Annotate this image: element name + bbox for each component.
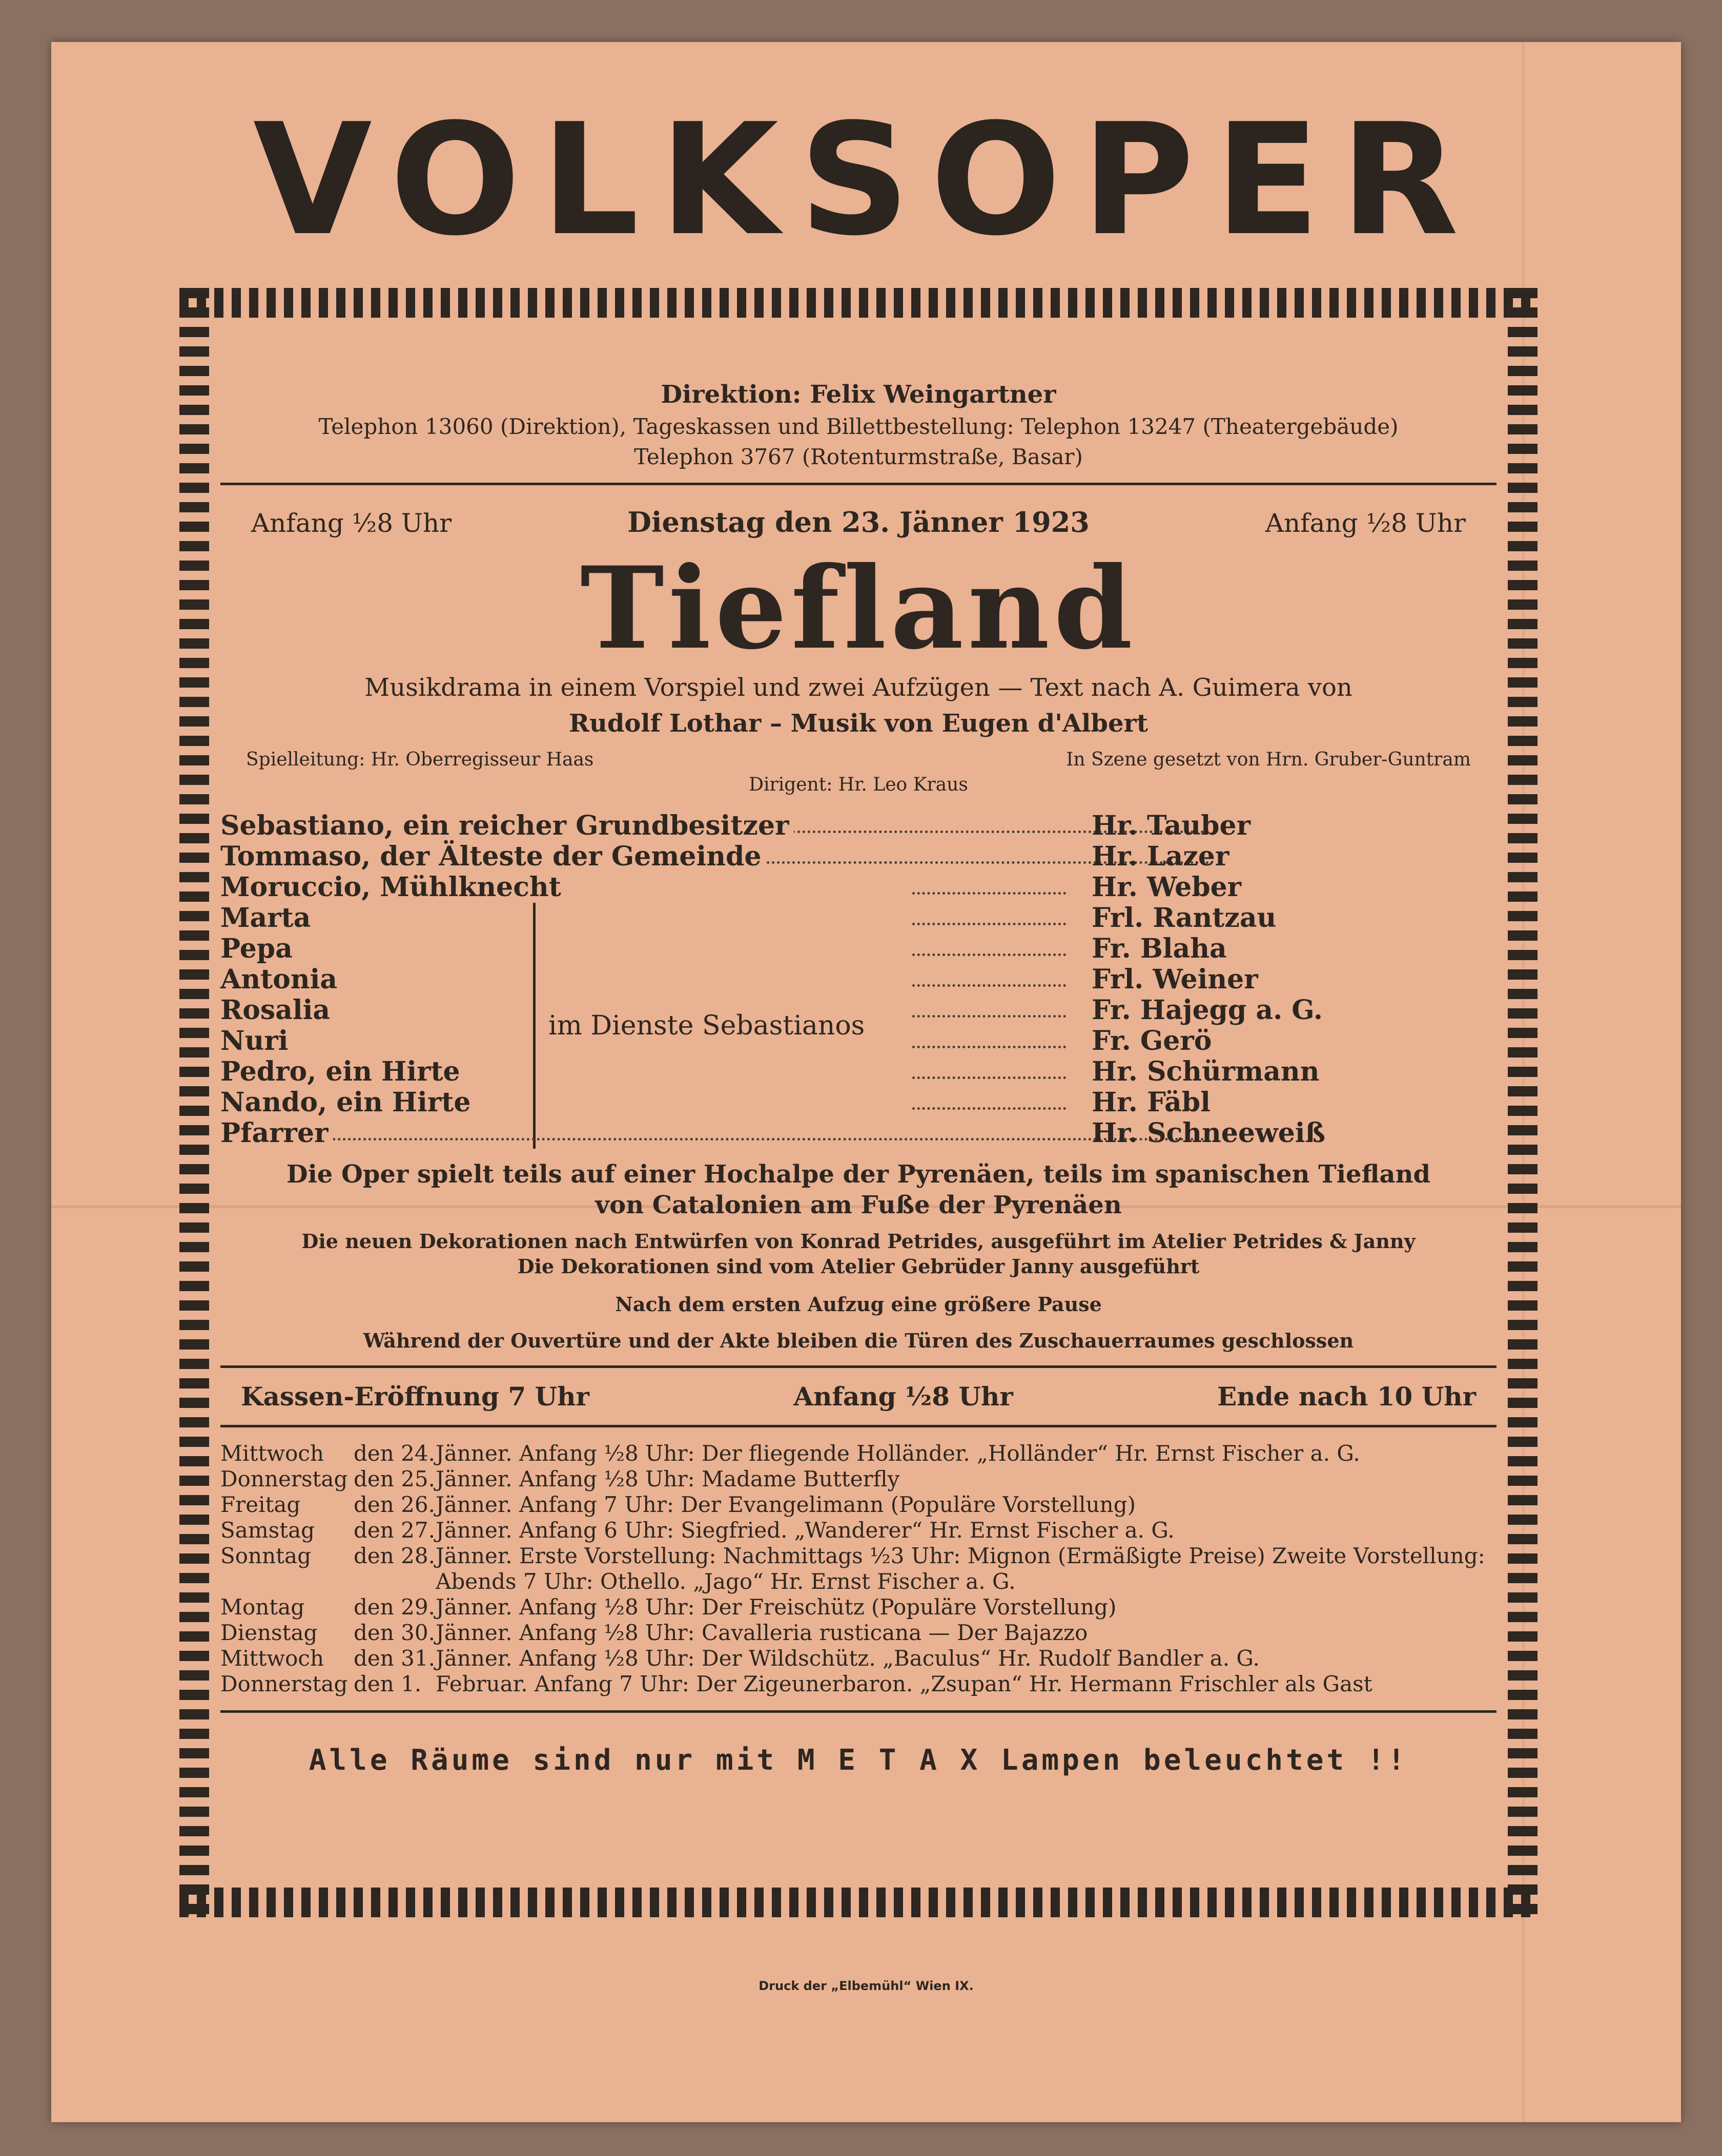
doors-note: Während der Ouvertüre und der Akte bleiben die Türen des Zuschauerraumes geschlossen [363,1329,1354,1352]
schedule-row [220,1518,1496,1543]
direction-line: Direktion: Felix Weingartner [661,380,1056,409]
performance-date-row [220,506,1496,538]
cast-row [220,964,1496,995]
schedule-date: den 26. [354,1491,435,1517]
cast-list [220,811,1496,1149]
start-time-left: Anfang ½8 Uhr [251,508,452,538]
schedule-program: Jänner. Anfang ½8 Uhr: Der Wildschütz. „Baculus“ Hr. Rudolf Bandler a. G. [436,1645,1260,1671]
schedule-program: Jänner. Anfang ½8 Uhr: Der Freischütz (Populäre Vorstellung) [436,1594,1117,1620]
subtitle-line-1: Musikdrama in einem Vorspiel und zwei Aufzügen — Text nach A. Guimera von [364,673,1352,702]
schedule-day: Freitag [220,1491,301,1517]
schedule-program: Jänner. Anfang 7 Uhr: Der Evangelimann (Populäre Vorstellung) [436,1491,1136,1517]
cast-singer: Hr. Weber [1092,872,1242,903]
cast-role: Antonia [220,964,338,995]
schedule-row [220,1466,1496,1492]
decoration-credits [220,1229,1496,1279]
times-row [220,1381,1496,1412]
schedule-program: Februar. Anfang 7 Uhr: Der Zigeunerbaron. „Zsupan“ Hr. Hermann Frischler als Gast [436,1671,1372,1696]
schedule-date: den 28. [354,1543,435,1568]
cast-role: Pfarrer [220,1118,333,1149]
cast-singer: Hr. Schneeweiß [1092,1117,1326,1149]
schedule-program: Jänner. Erste Vorstellung: Nachmittags ½3 Uhr: Mignon (Ermäßigte Preise) Zweite Vorstellung: Abends 7 Uhr: Othello. „Jago“ Hr. Ernst Fischer a. G. [436,1543,1485,1594]
divider [220,1365,1496,1368]
cast-row [220,934,1496,964]
schedule-program: Jänner. Anfang ½8 Uhr: Der fliegende Holländer. „Holländer“ Hr. Ernst Fischer a. G. [436,1440,1360,1466]
leader-dots [912,1087,1066,1110]
schedule-date: den 29. [354,1594,435,1620]
divider [220,1425,1496,1427]
telephone-line-1: Telephon 13060 (Direktion), Tageskassen und Billettbestellung: Telephon 13247 (Theatergebäude) [318,414,1399,439]
cast-singer: Hr. Tauber [1092,810,1251,841]
weekly-schedule [220,1441,1496,1697]
schedule-day: Donnerstag [220,1671,348,1696]
leader-dots [912,872,1066,895]
start-time-right: Anfang ½8 Uhr [1265,508,1466,538]
opera-title: Tiefland [580,542,1137,674]
schedule-row [220,1594,1496,1620]
subtitle-line-2: Rudolf Lothar – Musik von Eugen d'Albert [569,709,1148,738]
schedule-row [220,1441,1496,1466]
staging-credit: In Szene gesetzt von Hrn. Gruber-Guntram [1066,749,1471,770]
cast-row [220,1087,1496,1118]
schedule-row [220,1543,1496,1594]
setting-note [220,1159,1496,1220]
cast-singer: Hr. Schürmann [1092,1056,1320,1087]
decoration-line-1: Die neuen Dekorationen nach Entwürfen von Konrad Petrides, ausgeführt im Atelier Petrides & Janny [301,1230,1416,1253]
cast-row [220,872,1496,903]
stage-direction-credit: Spielleitung: Hr. Oberregisseur Haas [246,749,594,770]
divider [220,1710,1496,1713]
cast-role: Sebastiano, ein reicher Grundbesitzer [220,811,794,841]
schedule-day: Montag [220,1594,305,1620]
schedule-row [220,1646,1496,1671]
cast-row [220,995,1496,1026]
divider [220,483,1496,485]
schedule-row [220,1671,1496,1697]
leader-dots [912,1026,1066,1048]
cast-role: Nando, ein Hirte [220,1087,471,1118]
border-left [179,288,209,1917]
cast-role: Rosalia [220,994,331,1026]
telephone-line-2: Telephon 3767 (Rotenturmstraße, Basar) [634,444,1083,469]
cast-row [220,903,1496,934]
schedule-day: Mittwoch [220,1645,324,1671]
cast-role: Marta [220,902,311,934]
schedule-date: den 30. [354,1620,435,1645]
end-time: Ende nach 10 Uhr [1217,1381,1476,1412]
cast-row [220,1026,1496,1056]
schedule-day: Sonntag [220,1543,311,1568]
border-top [179,288,1537,318]
decoration-line-2: Die Dekorationen sind vom Atelier Gebrüder Janny ausgeführt [517,1255,1200,1278]
cast-role: Tommaso, der Älteste der Gemeinde [220,841,767,872]
schedule-day: Samstag [220,1517,315,1543]
cast-row [220,811,1496,841]
setting-line-2: von Catalonien am Fuße der Pyrenäen [595,1191,1122,1219]
schedule-day: Dienstag [220,1620,318,1645]
border-bottom [179,1888,1537,1917]
performance-date: Dienstag den 23. Jänner 1923 [627,506,1090,538]
start-time: Anfang ½8 Uhr [793,1381,1013,1412]
schedule-date: den 27. [354,1517,435,1543]
box-office-time: Kassen-Eröffnung 7 Uhr [241,1381,589,1412]
leader-dots [912,903,1066,925]
playbill-sheet [51,42,1681,2122]
cast-role: Nuri [220,1025,289,1056]
border-right [1508,288,1537,1917]
conductor-credit: Dirigent: Hr. Leo Kraus [749,774,968,795]
cast-row [220,1056,1496,1087]
cast-singer: Fr. Hajegg a. G. [1092,994,1323,1026]
schedule-date: den 25. [354,1466,435,1491]
cast-singer: Frl. Rantzau [1092,902,1277,934]
cast-singer: Fr. Blaha [1092,933,1227,964]
lamp-notice: Alle Räume sind nur mit M E T A X Lampen beleuchtet !! [309,1743,1408,1777]
leader-dots [220,1118,1210,1141]
schedule-date: den 1. [354,1671,422,1696]
cast-row [220,841,1496,872]
schedule-day: Donnerstag [220,1466,348,1491]
pause-note: Nach dem ersten Aufzug eine größere Pause [615,1292,1102,1316]
cast-singer: Hr. Lazer [1092,841,1229,872]
leader-dots [912,995,1066,1018]
cast-singer: Frl. Weiner [1092,964,1258,995]
playbill-content [220,370,1496,1777]
schedule-date: den 31. [354,1645,435,1671]
masthead: VOLKSOPER [253,91,1480,270]
cast-singer: Fr. Gerö [1092,1025,1212,1056]
cast-brace-label: im Dienste Sebastianos [548,1010,865,1041]
schedule-program: Jänner. Anfang ½8 Uhr: Madame Butterfly [436,1466,900,1491]
leader-dots [912,934,1066,956]
cast-role: Pedro, ein Hirte [220,1056,460,1087]
cast-row [220,1118,1496,1149]
cast-role: Pepa [220,933,293,964]
cast-role: Moruccio, Mühlknecht [220,872,561,903]
cast-singer: Hr. Fäbl [1092,1087,1211,1118]
schedule-day: Mittwoch [220,1440,324,1466]
production-credits [220,749,1496,770]
printer-imprint: Druck der „Elbemühl“ Wien IX. [758,1979,974,1993]
leader-dots [912,1056,1066,1079]
leader-dots [912,964,1066,987]
setting-line-1: Die Oper spielt teils auf einer Hochalpe der Pyrenäen, teils im spanischen Tiefland [286,1160,1431,1189]
schedule-program: Jänner. Anfang ½8 Uhr: Cavalleria rusticana — Der Bajazzo [436,1620,1088,1645]
schedule-program: Jänner. Anfang 6 Uhr: Siegfried. „Wanderer“ Hr. Ernst Fischer a. G. [436,1517,1175,1543]
schedule-row [220,1492,1496,1518]
schedule-date: den 24. [354,1440,435,1466]
schedule-row [220,1620,1496,1646]
